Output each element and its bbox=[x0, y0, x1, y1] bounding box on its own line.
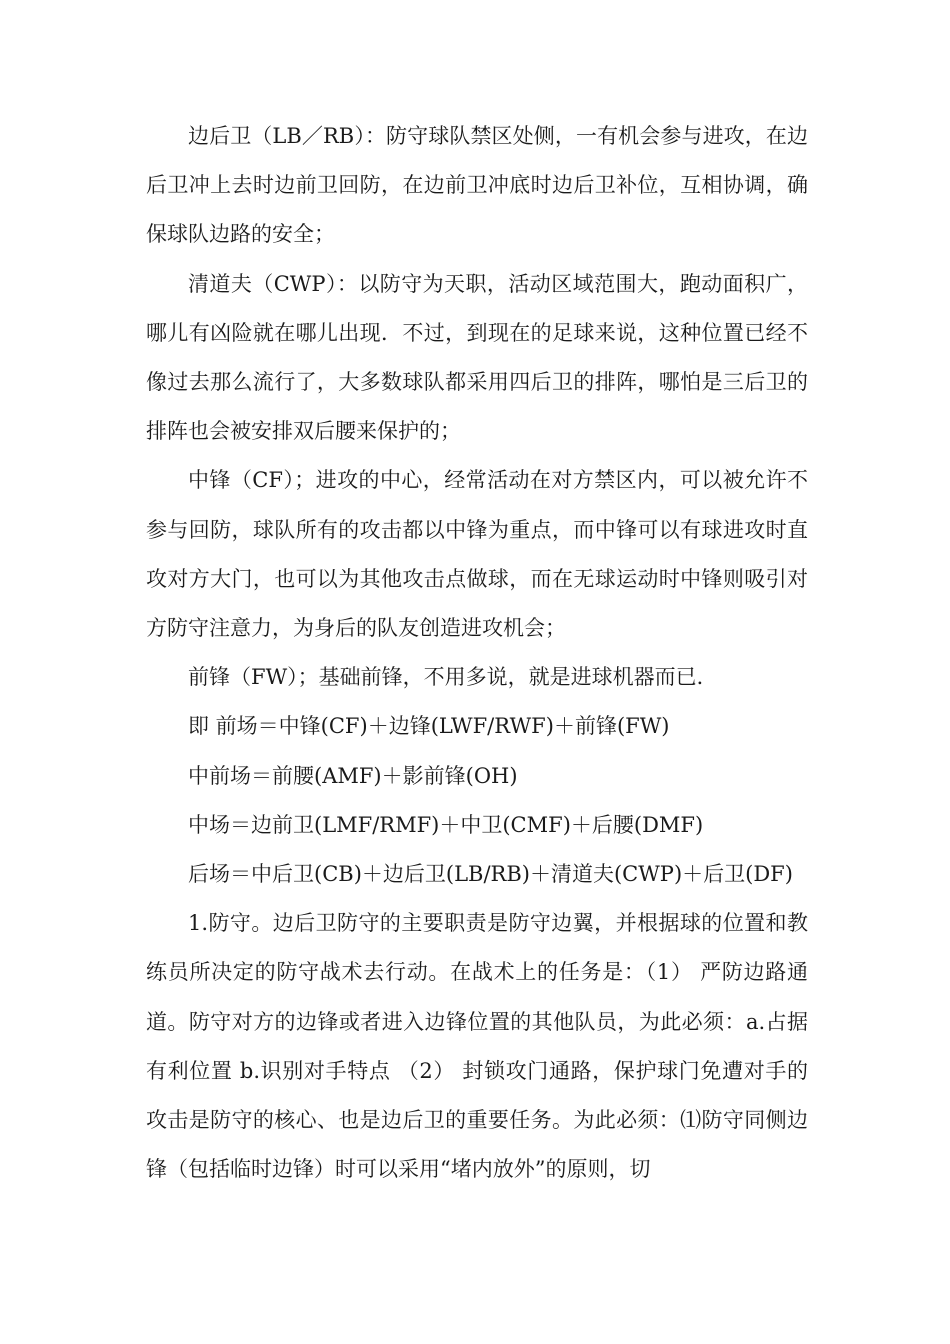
paragraph-fullback: 边后卫（LB／RB）：防守球队禁区处侧，一有机会参与进攻，在边后卫冲上去时边前卫回防，在边前卫冲底时边后卫补位，互相协调，确保球队边路的安全； bbox=[146, 124, 808, 247]
formula-frontcourt: 即 前场＝中锋(CF)＋边锋(LWF/RWF)＋前锋(FW) bbox=[188, 714, 670, 739]
formula-backcourt: 后场＝中后卫(CB)＋边后卫(LB/RB)＋清道夫(CWP)＋后卫(DF) bbox=[188, 862, 793, 887]
paragraph-defense-duties: 1.防守。边后卫防守的主要职责是防守边翼，并根据球的位置和教练员所决定的防守战术去行动。在战术上的任务是：（1） 严防边路通道。防守对方的边锋或者进入边锋位置的其他队员，为此必须：a.占据有利位置 b.识别对手特点 （2） 封锁攻门通路，保护球门免遭对手的攻击是防守的核心、也是边后卫的重要任务。为此必须：⑴防守同侧边锋（包括临时边锋）时可以采用“堵内放外”的原则，切 bbox=[146, 911, 808, 1182]
paragraph-forward: 前锋（FW）；基础前锋，不用多说，就是进球机器而已． bbox=[188, 665, 718, 690]
paragraph-sweeper: 清道夫（CWP）：以防守为天职，活动区域范围大，跑动面积广，哪儿有凶险就在哪儿出现．不过，到现在的足球来说，这种位置已经不像过去那么流行了，大多数球队都采用四后卫的排阵，哪怕是三后卫的排阵也会被安排双后腰来保护的； bbox=[146, 271, 808, 444]
formula-midfield: 中场＝边前卫(LMF/RMF)＋中卫(CMF)＋后腰(DMF) bbox=[188, 812, 704, 837]
formula-attacking-midfield: 中前场＝前腰(AMF)＋影前锋(OH) bbox=[188, 763, 518, 788]
paragraph-center-forward: 中锋（CF）；进攻的中心，经常活动在对方禁区内，可以被允许不参与回防，球队所有的攻击都以中锋为重点，而中锋可以有球进攻时直攻对方大门，也可以为其他攻击点做球，而在无球运动时中锋则吸引对方防守注意力，为身后的队友创造进攻机会； bbox=[146, 468, 808, 641]
document-body bbox=[146, 112, 808, 1194]
